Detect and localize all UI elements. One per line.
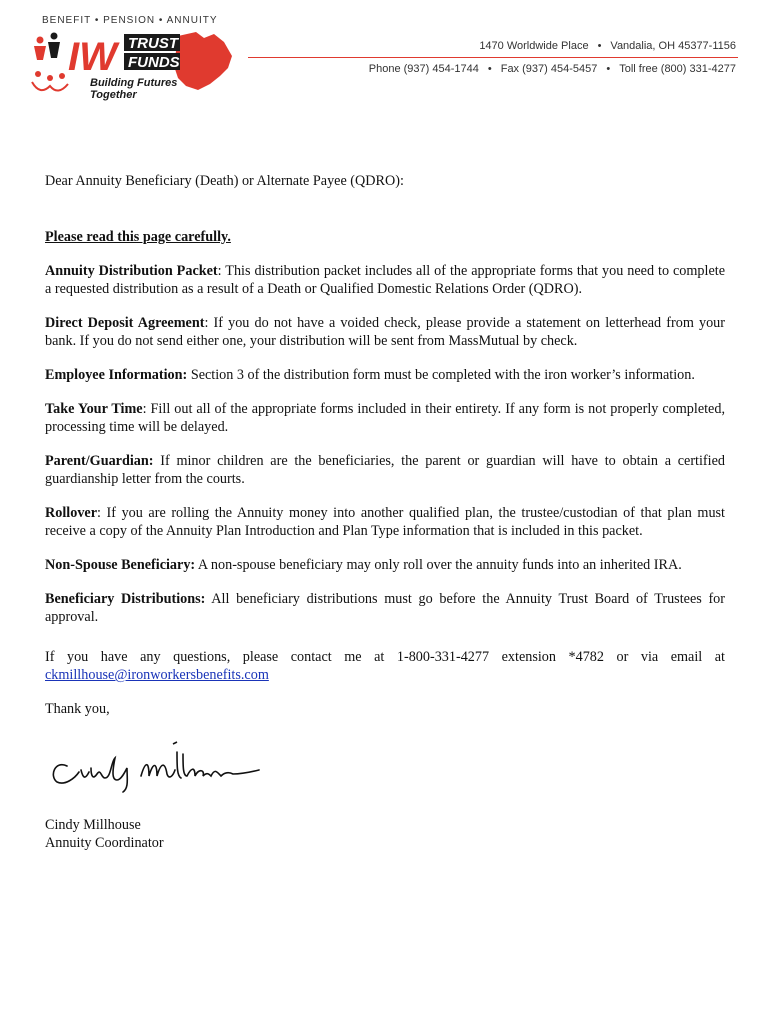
notice-heading: Please read this page carefully. bbox=[45, 229, 231, 245]
city-state-zip: Vandalia, OH 45377-1156 bbox=[610, 40, 736, 52]
tollfree-number: Toll free (800) 331-4277 bbox=[619, 63, 736, 75]
closing: Thank you, bbox=[45, 701, 110, 717]
paragraph-direct-deposit bbox=[45, 314, 725, 350]
paragraph-employee-information bbox=[45, 366, 725, 384]
address-separator: • bbox=[597, 40, 602, 52]
logo-slogan-2: Together bbox=[90, 89, 137, 101]
paragraph-text: : This distribution packet includes all of the appropriate forms that you need to complete a requested distribution as a result of a Death or Qualified Domestic Relations Order (QDRO). bbox=[45, 263, 725, 297]
paragraph-text: If minor children are the beneficiaries, the parent or guardian will have to obtain a certified guardianship letter from the courts. bbox=[45, 453, 725, 487]
paragraph-lead: Annuity Distribution Packet bbox=[45, 263, 218, 279]
paragraph-lead: Direct Deposit Agreement bbox=[45, 315, 205, 331]
paragraph-take-your-time bbox=[45, 400, 725, 436]
fax-number: Fax (937) 454-5457 bbox=[500, 63, 598, 75]
paragraph-lead: Rollover bbox=[45, 505, 98, 521]
paragraph-lead: Parent/Guardian: bbox=[45, 453, 154, 469]
paragraph-text: All beneficiary distributions must go before the Annuity Trust Board of Trustees for approval. bbox=[45, 591, 725, 625]
paragraph-parent-guardian bbox=[45, 452, 725, 488]
paragraph-text: A non-spouse beneficiary may only roll over the annuity funds into an inherited IRA. bbox=[195, 557, 682, 573]
handwritten-signature bbox=[45, 732, 265, 794]
paragraph-non-spouse bbox=[45, 556, 725, 574]
paragraph-text: : If you are rolling the Annuity money into another qualified plan, the trustee/custodian of that plan must receive a copy of the Annuity Plan Introduction and Plan Type information that is included in this packet. bbox=[45, 505, 725, 539]
paragraph-lead: Beneficiary Distributions: bbox=[45, 591, 206, 607]
paragraph-text: : Fill out all of the appropriate forms included in their entirety. If any form is not properly completed, processing time will be delayed. bbox=[45, 401, 725, 435]
logo-slogan-1: Building Futures bbox=[90, 77, 178, 89]
contact-separator-1: • bbox=[487, 63, 492, 75]
paragraph-lead: Take Your Time bbox=[45, 401, 143, 417]
phone-number: Phone (937) 454-1744 bbox=[368, 63, 479, 75]
logo-trust-text: TRUST bbox=[128, 35, 178, 52]
iw-trust-funds-logo bbox=[28, 26, 243, 104]
paragraph-lead: Non-Spouse Beneficiary: bbox=[45, 557, 196, 573]
paragraph-beneficiary-distributions bbox=[45, 590, 725, 626]
street-address: 1470 Worldwide Place bbox=[479, 40, 589, 52]
paragraph-text: Section 3 of the distribution form must be completed with the iron worker’s information. bbox=[187, 367, 695, 383]
email-link[interactable]: ckmillhouse@ironworkersbenefits.com bbox=[45, 667, 269, 683]
paragraph-rollover bbox=[45, 504, 725, 540]
paragraph-lead: Employee Information: bbox=[45, 367, 188, 383]
paragraph-text: : If you do not have a voided check, please provide a statement on letterhead from your bank. If you do not send either one, your distribution will be sent from MassMutual by check. bbox=[45, 315, 725, 349]
salutation: Dear Annuity Beneficiary (Death) or Alternate Payee (QDRO): bbox=[45, 173, 404, 189]
logo-iw-text: IW bbox=[68, 35, 117, 79]
contact-text: If you have any questions, please contact me at 1-800-331-4277 extension *4782 or via email at bbox=[45, 649, 725, 665]
address-line bbox=[479, 40, 736, 52]
paragraph-contact bbox=[45, 648, 725, 684]
logo-funds-text: FUNDS bbox=[128, 54, 180, 71]
contact-line bbox=[369, 63, 736, 75]
paragraph-distribution-packet bbox=[45, 262, 725, 298]
contact-separator-2: • bbox=[606, 63, 611, 75]
letterhead-tagline: BENEFIT • PENSION • ANNUITY bbox=[42, 15, 218, 26]
letterhead-rule bbox=[248, 57, 738, 58]
letter-body bbox=[45, 172, 725, 852]
signer-name: Cindy Millhouse bbox=[45, 817, 141, 833]
signer-title: Annuity Coordinator bbox=[45, 835, 164, 851]
